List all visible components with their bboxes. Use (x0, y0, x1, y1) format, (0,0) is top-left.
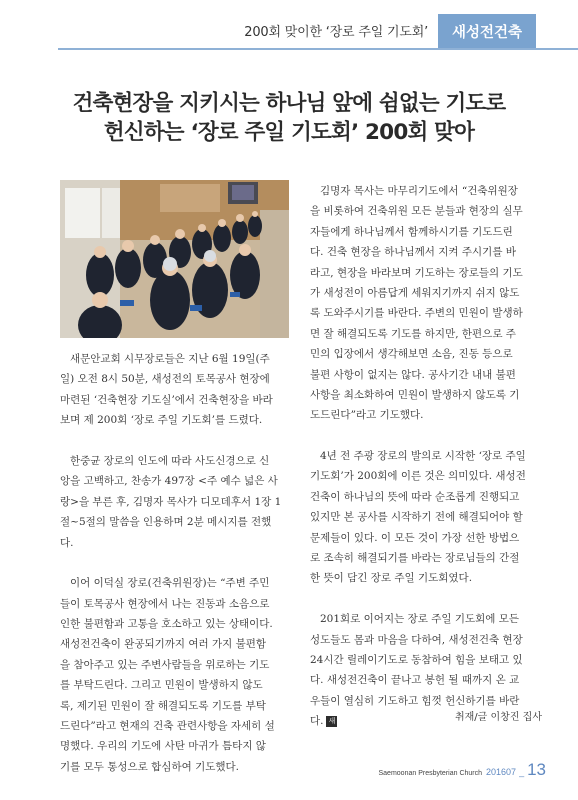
article-photo (60, 180, 289, 338)
headline-line-1: 건축현장을 지키시는 하나님 앞에 쉼없는 기도로 (72, 91, 506, 116)
page-footer (379, 760, 547, 780)
article-text-line: 건축이 하나님의 뜻에 따라 순조롭게 진행되고 (310, 490, 520, 503)
article-text-line: 를 부탁드린다. 그리고 민원이 발생하지 않도 (60, 679, 263, 692)
article-text-line: 201회로 이어지는 장로 주일 기도회에 모든 (320, 613, 520, 626)
article-text-line: 록, 제기된 민원이 잘 해결되도록 기도를 부탁 (60, 699, 266, 712)
article-text-line: 자들에게 하나님께서 함께하시기를 기도드린 (310, 225, 513, 238)
article-text-line: 이어 이덕실 장로(건축위원장)는 “주변 주민 (70, 577, 270, 590)
left-column (60, 349, 292, 777)
category-badge: 새성전건축 (438, 14, 536, 48)
paragraph-gap (310, 426, 546, 446)
page-number: 13 (527, 760, 546, 779)
article-text-line: 새문안교회 시무장로들은 지난 6월 19일(주 (70, 353, 270, 365)
article-text-line: 인한 불편함과 고통을 호소하고 있는 상태이다. (60, 618, 273, 631)
article-text-line: 앙을 고백하고, 찬송가 497장 <주 예수 넓은 사 (60, 475, 278, 488)
article-text-line: 우들이 열심히 기도하고 힘껏 헌신하기를 바란 (310, 694, 520, 707)
header-rule (58, 48, 578, 50)
headline-line-2: 헌신하는 ‘장로 주일 기도회’ 200회 맞아 (103, 120, 475, 145)
end-mark-icon: 새 (326, 716, 337, 727)
article-text-line: 드린다”라고 현재의 건축 관련사항을 자세히 설 (60, 720, 275, 733)
article-text-line: 다. 새성전건축이 끝나고 봉헌 될 때까지 온 교 (310, 674, 520, 687)
article-text-line: 민의 입장에서 생각해보면 소음, 진동 등으로 (310, 348, 513, 361)
article-text-line: 을 참아주고 있는 주변사람들을 위로하는 기도 (60, 658, 270, 671)
paragraph-gap (60, 553, 292, 573)
article-text-line: 가 새성전이 아름답게 세워지기까지 쉬지 않도 (310, 286, 520, 299)
article-text-line: 들이 토목공사 현장에서 나는 진동과 소음으로 (60, 597, 270, 610)
footer-church-name: Saemoonan Presbyterian Church (378, 770, 483, 777)
article-text-line: 문제들이 있다. 이 모든 것이 가장 선한 방법으 (310, 531, 520, 544)
article-text-line: 한 뜻이 담긴 장로 주일 기도회였다. (310, 572, 473, 585)
right-column (310, 181, 546, 732)
article-text-line: 4년 전 주광 장로의 발의로 시작한 ‘장로 주일 (320, 450, 526, 463)
article-text-line: 사항을 최소화하여 민원이 발생하지 않도록 기 (310, 388, 520, 401)
article-text-line: 성도들도 몸과 마음을 다하여, 새성전건축 현장 (310, 633, 523, 646)
article-text-line: 랑>을 부른 후, 김명자 목사가 디모데후서 1장 1 (60, 495, 282, 508)
section-title: 200회 맞이한 ‘장로 주일 기도회’ (244, 25, 428, 40)
article-text-line: 새성전건축이 완공되기까지 여러 가지 불편함 (60, 638, 267, 651)
article-text-line: 마련된 ‘건축현장 기도실’에서 건축현장을 바라 (60, 393, 273, 406)
footer-issue: 201607 (486, 767, 517, 777)
article-text-line: 한중균 장로의 인도에 따라 사도신경으로 신 (70, 454, 270, 467)
article-text-line: 24시간 릴레이기도로 동참하여 힘을 보태고 있 (310, 653, 523, 666)
article-text-line: 라고, 현장을 바라보며 기도하는 장로들의 기도 (310, 266, 523, 279)
paragraph-gap (60, 431, 292, 451)
article-text-line: 기도회’가 200회에 이른 것은 의미있다. 새성전 (310, 470, 526, 483)
article-text-line: 다. (310, 715, 324, 728)
article-text-line: 다. (60, 536, 74, 549)
paragraph-gap (310, 589, 546, 609)
article-text-line: 절~5절의 말씀을 인용하며 2분 메시지를 전했 (60, 516, 272, 529)
article-text-line: 기를 모두 통성으로 합심하여 기도했다. (60, 760, 239, 773)
article-text-line: 면 잘 해결되도록 기도를 하지만, 한편으로 주 (310, 327, 516, 340)
article-text-line: 있지만 본 공사를 시작하기 전에 해결되어야 할 (310, 511, 523, 524)
article-text-line: 로 조속히 해결되기를 바라는 장로님들의 간절 (310, 552, 520, 565)
article-text-line: 을 비롯하여 건축위원 모든 분들과 현장의 실무 (310, 205, 523, 218)
footer-separator: _ (519, 767, 525, 777)
byline: 취재/글 이창진 집사 (454, 712, 542, 723)
article-text-line: 김명자 목사는 마무리기도에서 “건축위원장 (320, 185, 518, 197)
article-text-line: 일) 오전 8시 50분, 새성전의 토목공사 현장에 (60, 373, 270, 386)
article-text-line: 보며 제 200회 ‘장로 주일 기도회’를 드렸다. (60, 414, 263, 427)
article-text-line: 도드린다”라고 기도했다. (310, 409, 424, 422)
article-text-line: 명했다. 우리의 기도에 사탄 마귀가 틈타지 않 (60, 740, 266, 753)
article-text-line: 록 도와주시기를 바란다. 주변의 민원이 발생하 (310, 307, 523, 320)
article-text-line: 다. 건축 현장을 하나님께서 지켜 주시기를 바 (310, 246, 516, 259)
article-text-line: 불편 사항이 없지는 않다. 공사기간 내내 불편 (310, 368, 516, 381)
